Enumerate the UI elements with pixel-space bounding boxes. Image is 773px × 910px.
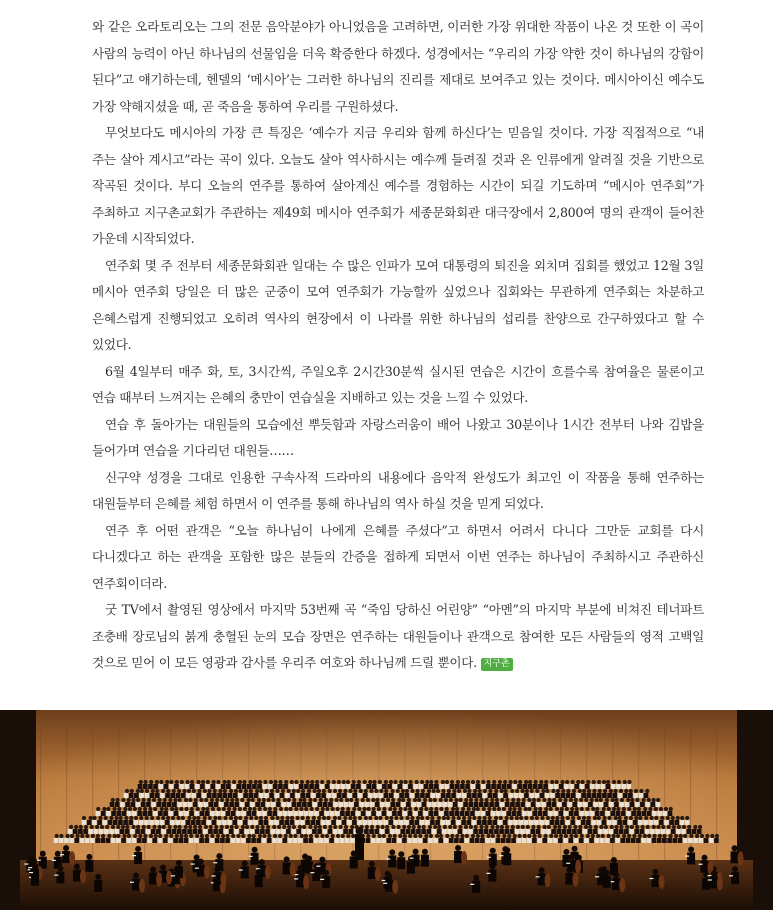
article-paragraph: 연습 후 돌아가는 대원들의 모습에선 뿌듯함과 자랑스러움이 배어 나왔고 30분이나 1시간 전부터 나와 김밥을 들어가며 연습을 기다리던 대원들…… (92, 416, 704, 458)
concert-stage-image (0, 710, 773, 910)
article-paragraph: 연주 후 어떤 관객은 “오늘 하나님이 나에게 은혜를 주셨다”고 하면서 어려서 다니다 그만둔 교회를 다시 다니겠다고 하는 관객을 포함한 많은 분들의 간증을 접하게 되면서 이번 연주는 하나님이 주최하시고 주관하신 연주회이더라. (92, 522, 704, 591)
article-paragraph-text: 굿 TV에서 촬영된 영상에서 마지막 53번째 곡 “죽임 당하신 어린양” “아멘”의 마지막 부분에 비쳐진 테너파트 조충배 장로님의 붉게 충혈된 눈의 모습 장면은 연주하는 대원들이나 관객으로 참여한 모든 사람들의 영적 고백일 것으로 믿어 이 모든 영광과 감사를 우리주 여호와 하나님께 드릴 뿐이다. (92, 602, 704, 670)
article-paragraph: 연주회 몇 주 전부터 세종문화회관 일대는 수 많은 인파가 모여 대통령의 퇴진을 외치며 집회를 했었고 12월 3일 메시아 연주회 당일은 더 많은 군중이 모여 연주회가 가능할까 싶었으나 집회와는 무관하게 연주회는 차분하고 은혜스럽게 진행되었고 오히려 역사의 현장에서 이 나라를 위한 하나님의 섭리를 찬양으로 간구하였다고 할 수 있었다. (92, 257, 704, 352)
article-body (92, 14, 704, 677)
article-paragraph: 무엇보다도 메시아의 가장 큰 특징은 ‘예수가 지금 우리와 함께 하신다’는 믿음일 것이다. 가장 직접적으로 “내 주는 살아 계시고”라는 곡이 있다. 오늘도 살아 역사하시는 예수께 들려질 것과 온 인류에게 알려질 것을 기반으로 작곡된 것이다. 부디 오늘의 연주를 통하여 살아계신 예수를 경험하는 시간이 되길 기도하며 “메시아 연주회”가 주최하고 지구촌교회가 주관하는 제49회 메시아 연주회가 세종문화회관 대극장에서 2,800여 명의 관객이 들어찬 가운데 시작되었다. (92, 125, 704, 246)
article-paragraph: 6월 4일부터 매주 화, 토, 3시간씩, 주일오후 2시간30분씩 실시된 연습은 시간이 흐를수록 참여율은 물론이고 연습 때부터 느껴지는 은혜의 충만이 연습실을 지배하고 있는 것을 느낄 수 있었다. (92, 363, 704, 405)
concert-photo (0, 710, 773, 910)
article-paragraph-last (92, 597, 704, 677)
church-badge: 지구촌 (481, 658, 513, 671)
article-paragraph: 신구약 성경을 그대로 인용한 구속사적 드라마의 내용에다 음악적 완성도가 최고인 이 작품을 통해 연주하는 대원들부터 은혜를 체험 하면서 이 연주를 통해 하나님의 역사 하실 것을 믿게 되었다. (92, 469, 704, 511)
conductor (355, 827, 364, 860)
article-paragraph: 와 같은 오라토리오는 그의 전문 음악분야가 아니었음을 고려하면, 이러한 가장 위대한 작품이 나온 것 또한 이 곡이 사람의 능력이 아닌 하나님의 선물임을 더욱 확증한다 하겠다. 성경에서는 “우리의 가장 약한 것이 하나님의 강함이 된다”고 얘기하는데, 헨델의 ‘메시아’는 그러한 하나님의 진리를 제대로 보여주고 있는 것이다. 메시아이신 예수도 가장 약해지셨을 때, 곧 죽음을 통하여 우리를 구원하셨다. (92, 19, 704, 114)
